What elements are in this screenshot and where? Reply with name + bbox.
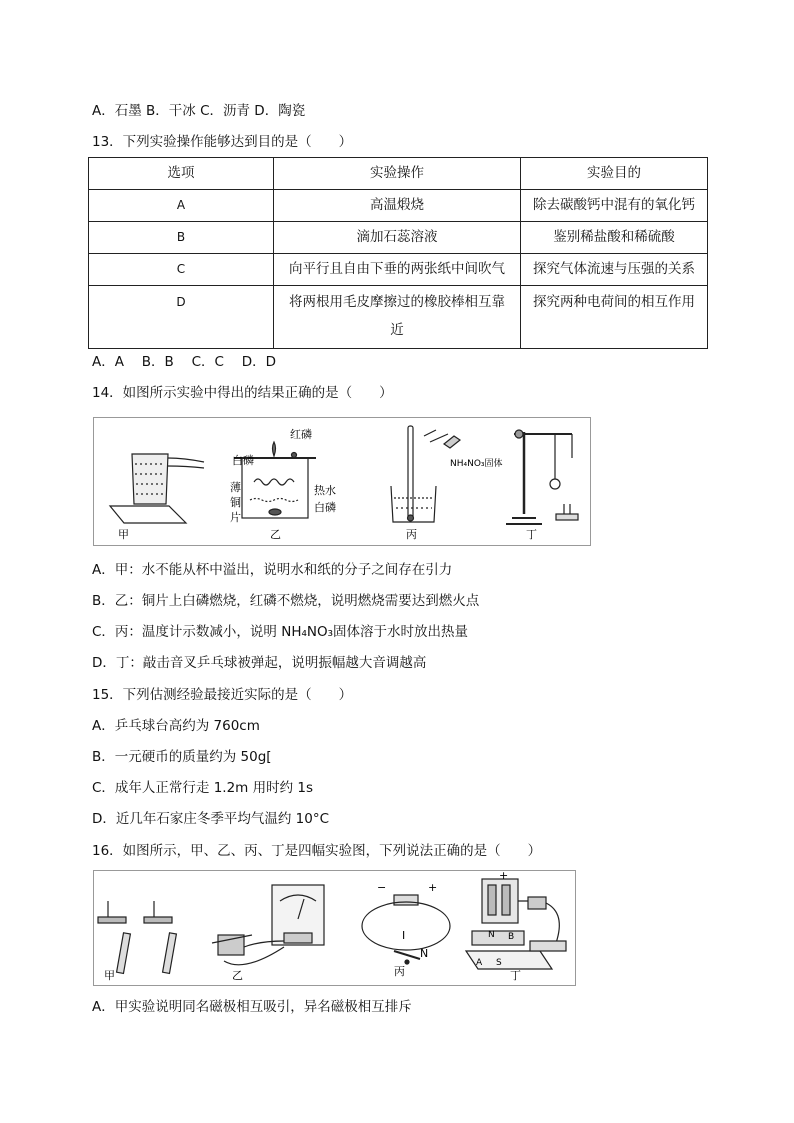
table-row: [89, 286, 708, 349]
figure-label-bing: 丙: [394, 965, 405, 978]
figure-label-bai-lin-left: 白磷: [232, 454, 254, 467]
figure-label-n-magnet: N: [488, 930, 495, 940]
q15-option-c: C．成年人正常行走 1.2m 用时约 1s: [92, 780, 314, 796]
magnets-illustration: [98, 901, 176, 973]
table-cell: A: [89, 190, 274, 222]
q13-table: [88, 157, 708, 349]
table-header-cell: 实验操作: [274, 158, 521, 190]
figure-label-bing: 丙: [406, 528, 417, 541]
figure-label-jia: 甲: [118, 528, 129, 541]
table-cell: 滴加石蕊溶液: [274, 222, 521, 254]
figure-label-hong-lin: 红磷: [290, 428, 312, 441]
table-cell: B: [89, 222, 274, 254]
q14-option-a: A．甲：水不能从杯中溢出，说明水和纸的分子之间存在引力: [92, 562, 453, 578]
figure-label-b: B: [508, 932, 515, 942]
q15-option-a: A．乒乓球台高约为 760cm: [92, 718, 260, 734]
q15-option-b: B．一元硬币的质量约为 50g[: [92, 749, 272, 765]
figure-label-bai-lin-bottom: 白磷: [314, 501, 336, 514]
figure-label-yi: 乙: [232, 969, 243, 982]
figure-label-n: N: [420, 947, 429, 960]
table-cell: D: [89, 286, 274, 349]
table-cell: 除去碳酸钙中混有的氧化钙: [521, 190, 708, 222]
figure-label-i: I: [402, 929, 406, 942]
table-cell: 探究两种电荷间的相互作用: [521, 286, 708, 349]
q15-stem: 15．下列估测经验最接近实际的是（ ）: [92, 687, 353, 703]
figure-label-jia: 甲: [104, 969, 115, 982]
figure-label-s: S: [496, 958, 502, 968]
figure-label-ding: 丁: [526, 528, 537, 541]
q12-options: A．石墨 B．干冰 C．沥青 D．陶瓷: [92, 103, 306, 119]
table-row: [89, 222, 708, 254]
table-cell: 向平行且自由下垂的两张纸中间吹气: [274, 254, 521, 286]
figure-label-pian: 片: [230, 511, 241, 524]
q14-option-d: D．丁：敲击音叉乒乓球被弹起，说明振幅越大音调越高: [92, 655, 427, 671]
q16-stem: 16．如图所示，甲、乙、丙、丁是四幅实验图，下列说法正确的是（ ）: [92, 843, 542, 859]
table-cell-line: 将两根用毛皮摩擦过的橡胶棒相互靠: [289, 294, 505, 310]
plus-sign: +: [428, 881, 438, 894]
figure-label-bo: 薄: [230, 481, 241, 494]
table-cell-line: 近: [390, 322, 404, 338]
minus-sign: −: [377, 881, 387, 894]
table-header-cell: 选项: [89, 158, 274, 190]
q14-figure: [93, 417, 591, 546]
table-header-cell: 实验目的: [521, 158, 708, 190]
thermometer-beaker-illustration: [391, 426, 460, 522]
q15-option-d: D．近几年石家庄冬季平均气温约 10°C: [92, 811, 330, 827]
q14-option-c: C．丙：温度计示数减小，说明 NH₄NO₃固体溶于水时放出热量: [92, 624, 469, 640]
table-row: [89, 254, 708, 286]
q16-option-a: A．甲实验说明同名磁极相互吸引，异名磁极相互排斥: [92, 999, 412, 1015]
figure-label-a: A: [476, 958, 483, 968]
figure-label-yi: 乙: [270, 528, 281, 541]
motor-illustration: [466, 879, 566, 969]
table-row: [89, 190, 708, 222]
table-cell: 探究气体流速与压强的关系: [521, 254, 708, 286]
table-cell: [274, 286, 521, 349]
q16-figure: [93, 870, 576, 986]
figure-label-tong: 铜: [230, 496, 241, 509]
figure-label-re-shui: 热水: [314, 484, 336, 497]
figure-label-ding: 丁: [510, 969, 521, 982]
table-header-row: [89, 158, 708, 190]
q14-option-b: B．乙：铜片上白磷燃烧，红磷不燃烧，说明燃烧需要达到燃火点: [92, 593, 480, 609]
plus-sign: +: [499, 871, 509, 882]
figure-label-nh4no3: NH₄NO₃固体: [450, 459, 503, 469]
tuning-fork-illustration: [506, 430, 578, 524]
table-cell: C: [89, 254, 274, 286]
q14-stem: 14．如图所示实验中得出的结果正确的是（ ）: [92, 385, 393, 401]
table-cell: 鉴别稀盐酸和稀硫酸: [521, 222, 708, 254]
oersted-illustration: [362, 895, 450, 964]
table-cell: 高温煅烧: [274, 190, 521, 222]
q13-stem: 13．下列实验操作能够达到目的是（ ）: [92, 134, 353, 150]
galvanometer-illustration: [212, 885, 324, 965]
q13-options: A．A B．B C．C D．D: [92, 354, 277, 370]
cup-paper-illustration: [110, 454, 204, 523]
